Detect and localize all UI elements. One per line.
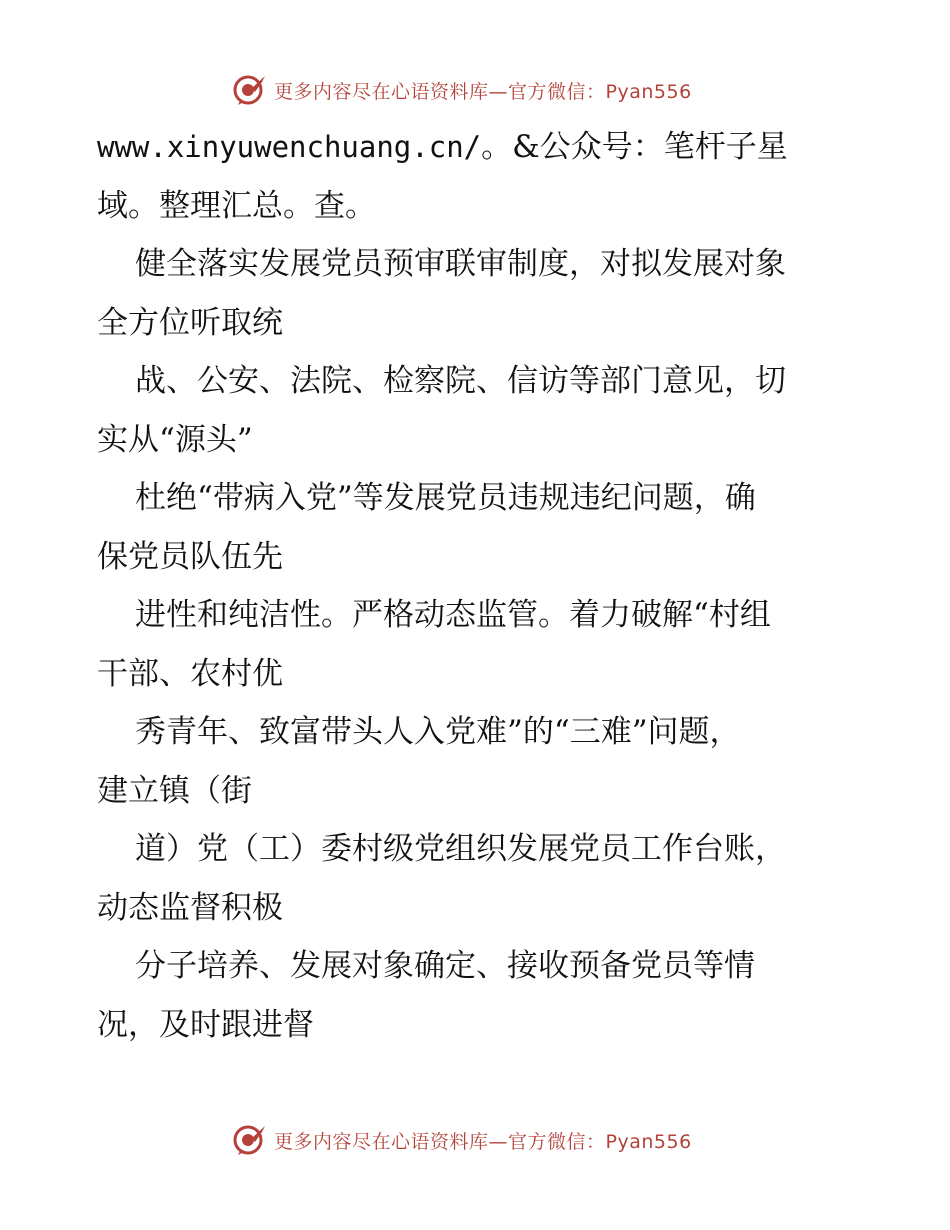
text-line-13: 道）党（工）委村级党组织发展党员工作台账， xyxy=(135,831,786,867)
text-line-4: 全方位听取统 xyxy=(97,304,283,341)
website-url: www.xinyuwenchuang.cn/ xyxy=(97,130,482,164)
header-banner-account: Pyan556 xyxy=(605,80,692,103)
header-banner-text xyxy=(274,77,692,104)
footer-banner-dash: — xyxy=(488,1130,509,1153)
text-line-1 xyxy=(97,118,857,177)
header-banner-official: 官方微信： xyxy=(508,80,606,103)
text-line-7: 杜绝“带病入党”等发展党员违规违纪问题，确 xyxy=(135,480,756,516)
footer-banner-text xyxy=(274,1127,692,1154)
text-line-1-rest: 。&公众号：笔杆子星 xyxy=(481,129,788,165)
footer-banner-main: 更多内容尽在心语资料库 xyxy=(274,1130,489,1153)
document-body xyxy=(97,118,857,1054)
text-line-6: 实从“源头” xyxy=(97,421,253,458)
text-line-14: 动态监督积极 xyxy=(97,889,283,926)
text-line-3: 健全落实发展党员预审联审制度，对拟发展对象 xyxy=(135,246,786,282)
header-banner-main: 更多内容尽在心语资料库 xyxy=(274,80,489,103)
text-line-9: 进性和纯洁性。严格动态监管。着力破解“村组 xyxy=(135,597,771,633)
header-banner xyxy=(232,70,752,110)
footer-banner xyxy=(232,1120,752,1160)
text-line-10: 干部、农村优 xyxy=(97,655,283,692)
quill-logo-icon xyxy=(232,72,268,108)
footer-banner-account: Pyan556 xyxy=(605,1130,692,1153)
header-banner-dash: — xyxy=(488,80,509,103)
text-line-2: 域。整理汇总。查。 xyxy=(97,187,376,224)
footer-banner-official: 官方微信： xyxy=(508,1130,606,1153)
text-line-12: 建立镇（街 xyxy=(97,772,252,809)
text-line-11: 秀青年、致富带头人入党难”的“三难”问题， xyxy=(135,714,741,750)
text-line-15: 分子培养、发展对象确定、接收预备党员等情 xyxy=(135,948,755,984)
text-line-5: 战、公安、法院、检察院、信访等部门意见，切 xyxy=(135,363,786,399)
text-line-16: 况，及时跟进督 xyxy=(97,1006,314,1043)
text-line-8: 保党员队伍先 xyxy=(97,538,283,575)
quill-logo-icon xyxy=(232,1122,268,1158)
